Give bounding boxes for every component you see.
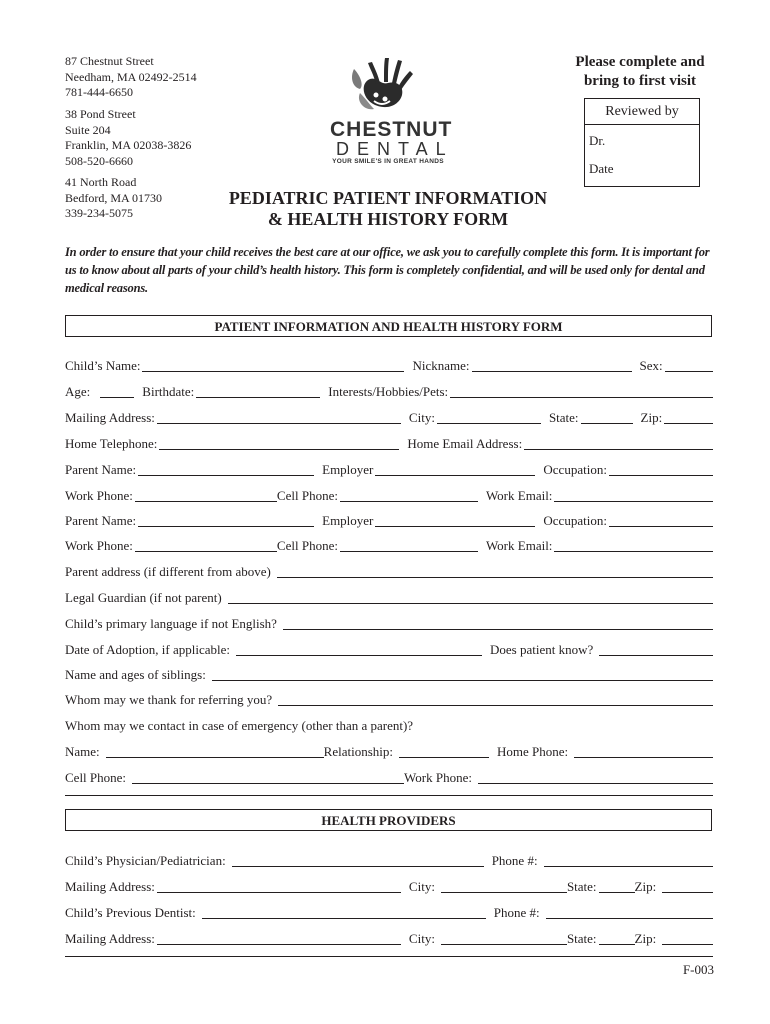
zip-label: Zip: bbox=[634, 931, 657, 946]
birthdate-field[interactable] bbox=[196, 385, 320, 398]
form-row-referring bbox=[65, 690, 713, 708]
emergency-work-phone-label: Work Phone: bbox=[404, 770, 472, 785]
form-row-physician bbox=[65, 851, 713, 869]
form-row-parent-1 bbox=[65, 460, 713, 478]
office-line: 41 North Road bbox=[65, 175, 137, 189]
interests-field[interactable] bbox=[450, 385, 713, 398]
brand-subname: DENTAL bbox=[336, 139, 454, 159]
brand-tagline: YOUR SMILE'S IN GREAT HANDS bbox=[332, 158, 444, 165]
emergency-cell-phone-label: Cell Phone: bbox=[65, 770, 127, 785]
prev-dentist-label: Child’s Previous Dentist: bbox=[65, 905, 196, 920]
page-title bbox=[200, 188, 576, 230]
brand-name: CHESTNUT bbox=[330, 118, 453, 141]
office-line: 339-234-5075 bbox=[65, 206, 133, 220]
occupation-label: Occupation: bbox=[543, 462, 607, 477]
notice bbox=[560, 53, 720, 91]
office-bedford bbox=[65, 175, 162, 222]
office-line: Suite 204 bbox=[65, 122, 111, 137]
work-phone-label: Work Phone: bbox=[65, 538, 133, 553]
form-row-physician-address bbox=[65, 877, 713, 895]
office-line: Bedford, MA 01730 bbox=[65, 190, 162, 205]
title-line: & HEALTH HISTORY FORM bbox=[267, 209, 509, 229]
cell-phone-field[interactable] bbox=[340, 539, 478, 552]
zip-field[interactable] bbox=[664, 411, 713, 424]
state-label: State: bbox=[566, 879, 597, 894]
form-row-adoption bbox=[65, 640, 713, 658]
physician-phone-field[interactable] bbox=[544, 854, 713, 867]
form-row-language bbox=[65, 614, 713, 632]
emergency-label: Whom may we contact in case of emergency (other than a parent)? bbox=[65, 718, 414, 733]
physician-address-field[interactable] bbox=[157, 880, 401, 893]
handprint-logo-icon bbox=[330, 55, 450, 117]
form-row-emergency-phones bbox=[65, 768, 713, 786]
home-email-label: Home Email Address: bbox=[407, 436, 523, 451]
intro-text: In order to ensure that your child receives the best care at our office, we ask you to carefully complete this form. It is important for us to know about all parts of your child’s health history. This form is completely confidential, and will be used only for dental and medical reasons. bbox=[65, 245, 710, 295]
nickname-label: Nickname: bbox=[412, 358, 470, 373]
form-row-dentist-address bbox=[65, 929, 713, 947]
language-label: Child’s primary language if not English? bbox=[65, 616, 277, 631]
mailing-address-label: Mailing Address: bbox=[65, 410, 155, 425]
work-phone-field[interactable] bbox=[135, 539, 277, 552]
referring-label: Whom may we thank for referring you? bbox=[65, 692, 273, 707]
cell-phone-label: Cell Phone: bbox=[276, 488, 338, 503]
work-phone-field[interactable] bbox=[135, 489, 277, 502]
age-label: Age: bbox=[65, 384, 91, 399]
mailing-address-label: Mailing Address: bbox=[65, 879, 155, 894]
city-field[interactable] bbox=[437, 411, 541, 424]
dentist-address-field[interactable] bbox=[157, 932, 401, 945]
dentist-city-field[interactable] bbox=[441, 932, 567, 945]
section-patient-info-header: PATIENT INFORMATION AND HEALTH HISTORY FORM bbox=[65, 315, 712, 337]
parent-name-field[interactable] bbox=[138, 514, 314, 527]
age-field[interactable] bbox=[100, 385, 134, 398]
form-row-work-2 bbox=[65, 536, 713, 554]
form-row-home-tel bbox=[65, 434, 713, 452]
employer-field[interactable] bbox=[375, 514, 535, 527]
mailing-address-field[interactable] bbox=[157, 411, 401, 424]
reviewed-by-header: Reviewed by bbox=[585, 99, 699, 125]
referring-field[interactable] bbox=[278, 693, 713, 706]
home-telephone-field[interactable] bbox=[159, 437, 399, 450]
adoption-date-field[interactable] bbox=[236, 643, 482, 656]
language-field[interactable] bbox=[283, 617, 713, 630]
occupation-field[interactable] bbox=[609, 514, 713, 527]
siblings-label: Name and ages of siblings: bbox=[65, 667, 206, 682]
physician-zip-field[interactable] bbox=[662, 880, 713, 893]
patient-know-field[interactable] bbox=[599, 643, 713, 656]
form-row-age bbox=[65, 382, 713, 400]
office-line: Needham, MA 02492-2514 bbox=[65, 69, 197, 84]
form-row-child-name bbox=[65, 356, 713, 374]
prev-dentist-field[interactable] bbox=[202, 906, 486, 919]
form-id: F-003 bbox=[682, 962, 714, 977]
city-label: City: bbox=[408, 410, 435, 425]
emergency-home-phone-label: Home Phone: bbox=[497, 744, 569, 759]
work-email-field[interactable] bbox=[554, 539, 713, 552]
siblings-field[interactable] bbox=[212, 668, 713, 681]
notice-line: bring to first visit bbox=[583, 73, 697, 89]
guardian-field[interactable] bbox=[228, 591, 713, 604]
reviewed-by-box bbox=[584, 98, 700, 187]
parent-address-field[interactable] bbox=[277, 565, 713, 578]
zip-label: Zip: bbox=[640, 410, 663, 425]
review-date-label: Date bbox=[589, 161, 614, 176]
work-email-field[interactable] bbox=[554, 489, 713, 502]
parent-name-label: Parent Name: bbox=[65, 462, 137, 477]
office-line: 38 Pond Street bbox=[65, 107, 136, 121]
form-row-guardian bbox=[65, 588, 713, 606]
form-row-emergency bbox=[65, 716, 713, 734]
divider bbox=[65, 795, 713, 796]
occupation-label: Occupation: bbox=[543, 513, 607, 528]
physician-city-field[interactable] bbox=[441, 880, 567, 893]
sex-field[interactable] bbox=[665, 359, 713, 372]
section-health-providers-header: HEALTH PROVIDERS bbox=[65, 809, 712, 831]
emergency-name-label: Name: bbox=[65, 744, 100, 759]
emergency-name-field[interactable] bbox=[106, 745, 324, 758]
childs-name-label: Child’s Name: bbox=[65, 358, 141, 373]
physician-phone-label: Phone #: bbox=[491, 853, 538, 868]
reviewer-dr-label: Dr. bbox=[589, 133, 606, 148]
emergency-cell-phone-field[interactable] bbox=[132, 771, 404, 784]
patient-know-label: Does patient know? bbox=[489, 642, 594, 657]
parent-address-label: Parent address (if different from above) bbox=[65, 564, 271, 579]
dentist-zip-field[interactable] bbox=[662, 932, 713, 945]
adoption-date-label: Date of Adoption, if applicable: bbox=[65, 642, 230, 657]
dentist-state-field[interactable] bbox=[599, 932, 635, 945]
zip-label: Zip: bbox=[634, 879, 657, 894]
employer-label: Employer bbox=[322, 513, 374, 528]
home-telephone-label: Home Telephone: bbox=[65, 436, 158, 451]
work-email-label: Work Email: bbox=[485, 488, 553, 503]
parent-name-label: Parent Name: bbox=[65, 513, 137, 528]
dentist-phone-label: Phone #: bbox=[493, 905, 540, 920]
form-row-work-1 bbox=[65, 486, 713, 504]
cell-phone-field[interactable] bbox=[340, 489, 478, 502]
parent-name-field[interactable] bbox=[138, 463, 314, 476]
office-line: Franklin, MA 02038-3826 bbox=[65, 138, 192, 152]
dentist-phone-field[interactable] bbox=[546, 906, 713, 919]
employer-field[interactable] bbox=[375, 463, 535, 476]
guardian-label: Legal Guardian (if not parent) bbox=[65, 590, 222, 605]
office-franklin bbox=[65, 107, 191, 169]
office-line: 508-520-6660 bbox=[65, 153, 133, 168]
office-line: 87 Chestnut Street bbox=[65, 54, 154, 68]
birthdate-label: Birthdate: bbox=[142, 384, 195, 399]
physician-field[interactable] bbox=[232, 854, 484, 867]
state-label: State: bbox=[548, 410, 579, 425]
form-row-mailing bbox=[65, 408, 713, 426]
cell-phone-label: Cell Phone: bbox=[276, 538, 338, 553]
mailing-address-label: Mailing Address: bbox=[65, 931, 155, 946]
divider bbox=[65, 956, 713, 957]
office-line: 781-444-6650 bbox=[65, 85, 133, 99]
employer-label: Employer bbox=[322, 462, 374, 477]
physician-state-field[interactable] bbox=[599, 880, 635, 893]
relationship-label: Relationship: bbox=[323, 744, 393, 759]
city-label: City: bbox=[408, 931, 435, 946]
relationship-field[interactable] bbox=[399, 745, 489, 758]
form-row-prev-dentist bbox=[65, 903, 713, 921]
work-email-label: Work Email: bbox=[485, 538, 553, 553]
state-label: State: bbox=[566, 931, 597, 946]
form-row-siblings bbox=[65, 665, 713, 683]
emergency-work-phone-field[interactable] bbox=[478, 771, 713, 784]
form-row-emergency-contact bbox=[65, 742, 713, 760]
city-label: City: bbox=[408, 879, 435, 894]
emergency-home-phone-field[interactable] bbox=[574, 745, 713, 758]
title-line: PEDIATRIC PATIENT INFORMATION bbox=[228, 188, 548, 208]
form-row-parent-address bbox=[65, 562, 713, 580]
nickname-field[interactable] bbox=[472, 359, 632, 372]
sex-label: Sex: bbox=[639, 358, 663, 373]
form-row-parent-2 bbox=[65, 511, 713, 529]
office-needham bbox=[65, 54, 197, 101]
childs-name-field[interactable] bbox=[142, 359, 404, 372]
physician-label: Child’s Physician/Pediatrician: bbox=[65, 853, 226, 868]
state-field[interactable] bbox=[581, 411, 633, 424]
home-email-field[interactable] bbox=[524, 437, 713, 450]
occupation-field[interactable] bbox=[609, 463, 713, 476]
work-phone-label: Work Phone: bbox=[65, 488, 133, 503]
notice-line: Please complete and bbox=[575, 54, 705, 70]
interests-label: Interests/Hobbies/Pets: bbox=[328, 384, 449, 399]
